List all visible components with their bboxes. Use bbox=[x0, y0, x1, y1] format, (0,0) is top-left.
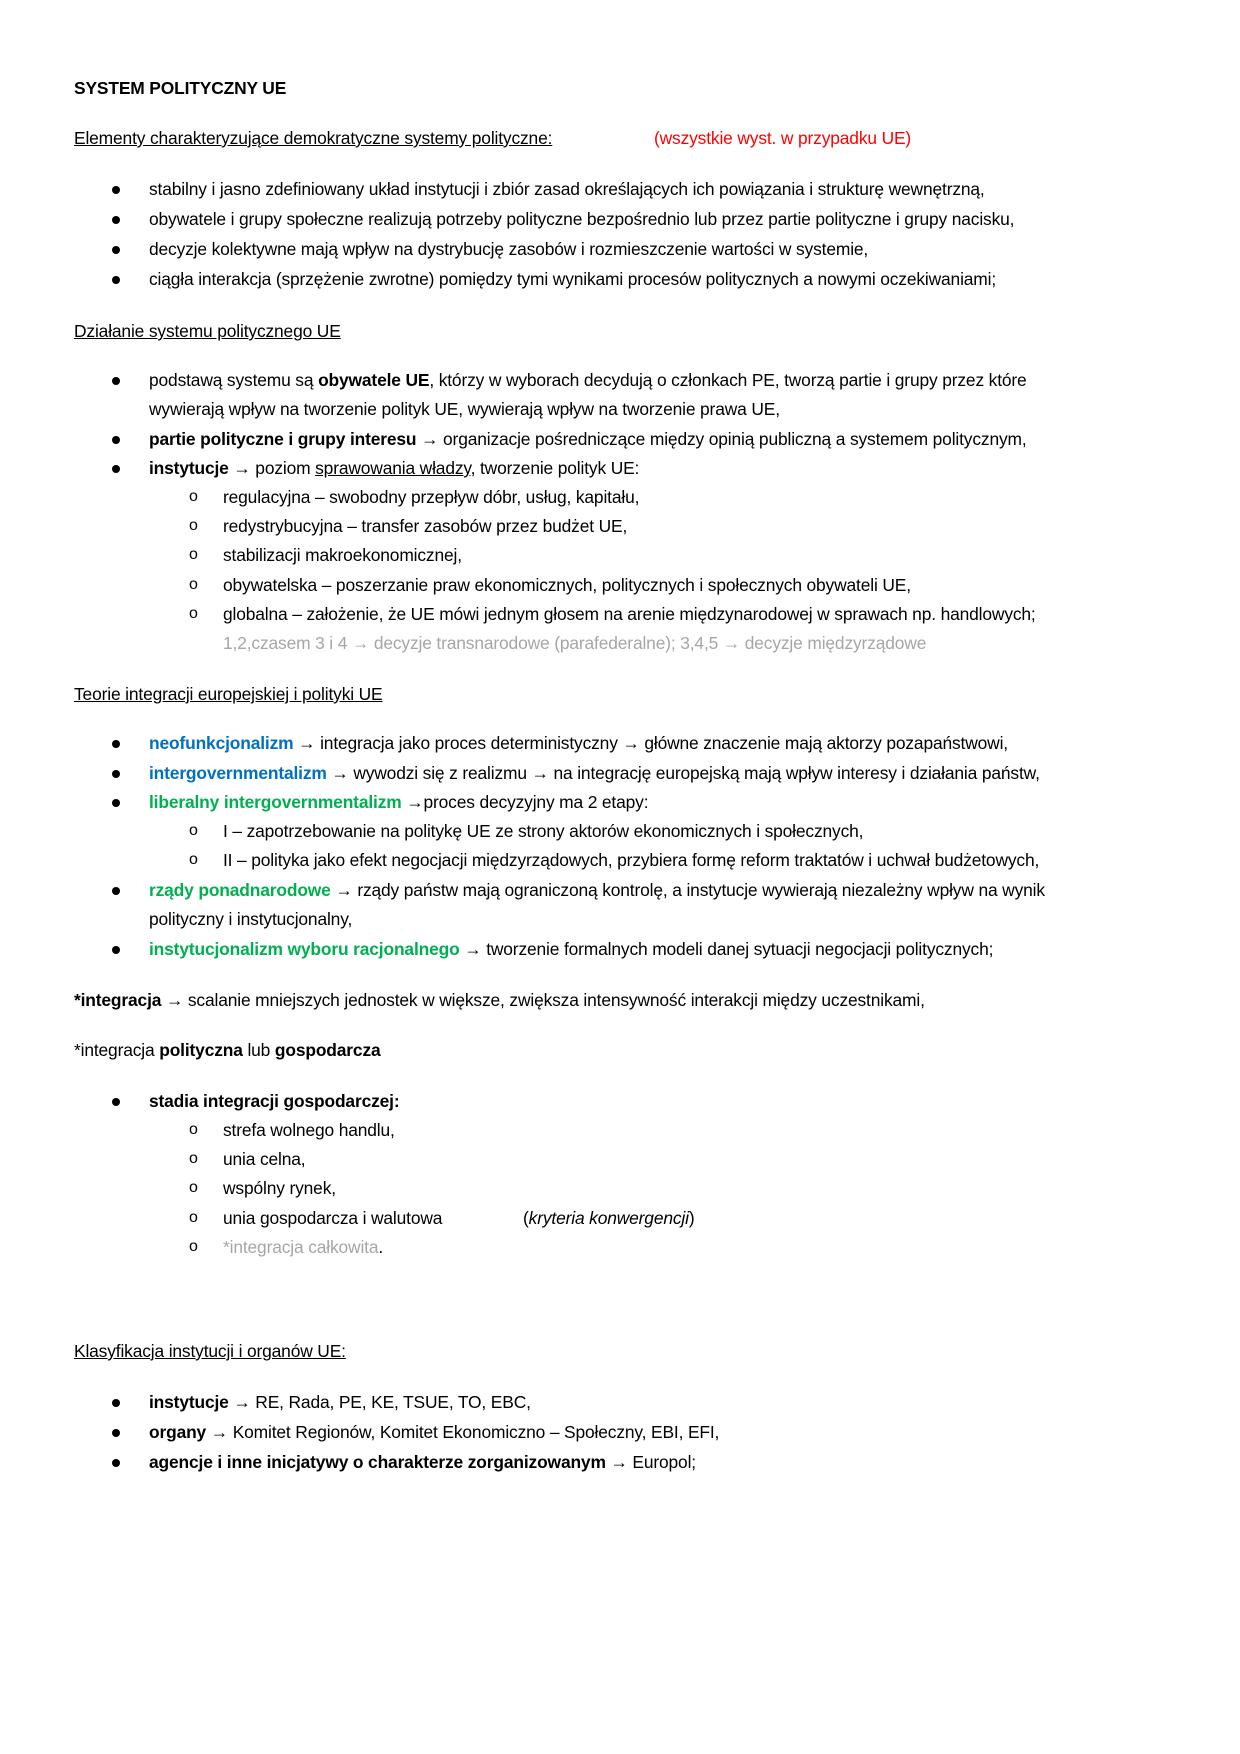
section-heading-system: Działanie systemu politycznego UE bbox=[74, 321, 341, 341]
page-title: SYSTEM POLITYCZNY UE bbox=[74, 78, 287, 98]
list-item: instytucje → poziom sprawowania władzy, tworzenie polityk UE: bbox=[149, 458, 640, 478]
list-item: neofunkcjonalizm → integracja jako proces deterministyczny → główne znaczenie mają aktorzy pozapaństwowi, bbox=[149, 733, 1008, 753]
list-item-continuation: wywierają wpływ na tworzenie polityk UE, wywierają wpływ na tworzenie prawa UE, bbox=[149, 399, 780, 419]
circle-bullet-icon: o bbox=[189, 488, 198, 505]
bullet-icon bbox=[112, 1098, 120, 1106]
bullet-icon bbox=[112, 740, 120, 748]
bullet-icon bbox=[112, 246, 120, 254]
list-item: partie polityczne i grupy interesu → organizacje pośredniczące między opinią publiczną a systemem politycznym, bbox=[149, 429, 1027, 449]
list-item: stadia integracji gospodarczej: bbox=[149, 1091, 400, 1111]
section-heading-elements: Elementy charakteryzujące demokratyczne systemy polityczne: bbox=[74, 128, 553, 148]
bullet-icon bbox=[112, 377, 120, 385]
bullet-icon bbox=[112, 887, 120, 895]
list-item: agencje i inne inicjatywy o charakterze zorganizowanym → Europol; bbox=[149, 1452, 696, 1472]
list-item: organy → Komitet Regionów, Komitet Ekonomiczno – Społeczny, EBI, EFI, bbox=[149, 1422, 720, 1442]
sub-list-item: wspólny rynek, bbox=[223, 1178, 336, 1198]
circle-bullet-icon: o bbox=[189, 851, 198, 868]
sub-list-item: unia gospodarcza i walutowa bbox=[223, 1208, 443, 1228]
bullet-icon bbox=[112, 186, 120, 194]
circle-bullet-icon: o bbox=[189, 1121, 198, 1138]
bullet-icon bbox=[112, 1429, 120, 1437]
list-item: decyzje kolektywne mają wpływ na dystrybucję zasobów i rozmieszczenie wartości w systemie, bbox=[149, 239, 869, 259]
circle-bullet-icon: o bbox=[189, 1179, 198, 1196]
sub-list-item: globalna – założenie, że UE mówi jednym głosem na arenie międzynarodowej w sprawach np. handlowych; bbox=[223, 604, 1036, 624]
list-item: liberalny intergovernmentalizm →proces decyzyjny ma 2 etapy: bbox=[149, 792, 649, 812]
sub-list-item: redystrybucyjna – transfer zasobów przez budżet UE, bbox=[223, 516, 628, 536]
list-item: instytucjonalizm wyboru racjonalnego → tworzenie formalnych modeli danej sytuacji negocjacji politycznych; bbox=[149, 939, 994, 959]
bullet-icon bbox=[112, 770, 120, 778]
list-item: rządy ponadnarodowe → rządy państw mają ograniczoną kontrolę, a instytucje wywierają niezależny wpływ na wynik bbox=[149, 880, 1045, 900]
section-heading-classification: Klasyfikacja instytucji i organów UE: bbox=[74, 1341, 346, 1361]
gray-note: 1,2,czasem 3 i 4 → decyzje transnarodowe (parafederalne); 3,4,5 → decyzje międzyrządowe bbox=[223, 633, 927, 653]
sub-list-item: *integracja całkowita. bbox=[223, 1237, 384, 1257]
circle-bullet-icon: o bbox=[189, 822, 198, 839]
sub-list-item: unia celna, bbox=[223, 1149, 306, 1169]
list-item: instytucje → RE, Rada, PE, KE, TSUE, TO, EBC, bbox=[149, 1392, 531, 1412]
circle-bullet-icon: o bbox=[189, 576, 198, 593]
criteria-note: (kryteria konwergencji) bbox=[523, 1208, 695, 1228]
sub-list-item: obywatelska – poszerzanie praw ekonomicznych, politycznych i społecznych obywateli UE, bbox=[223, 575, 911, 595]
bullet-icon bbox=[112, 216, 120, 224]
bullet-icon bbox=[112, 276, 120, 284]
section-note: (wszystkie wyst. w przypadku UE) bbox=[654, 128, 912, 148]
sub-list-item: strefa wolnego handlu, bbox=[223, 1120, 395, 1140]
list-item: intergovernmentalizm → wywodzi się z realizmu → na integrację europejską mają wpływ interesy i działania państw, bbox=[149, 763, 1040, 783]
circle-bullet-icon: o bbox=[189, 1238, 198, 1255]
sub-list-item: stabilizacji makroekonomicznej, bbox=[223, 545, 462, 565]
section-heading-theories: Teorie integracji europejskiej i polityki UE bbox=[74, 684, 383, 704]
bullet-icon bbox=[112, 799, 120, 807]
circle-bullet-icon: o bbox=[189, 546, 198, 563]
sub-list-item: regulacyjna – swobodny przepływ dóbr, usług, kapitału, bbox=[223, 487, 640, 507]
sub-list-item: I – zapotrzebowanie na politykę UE ze strony aktorów ekonomicznych i społecznych, bbox=[223, 821, 864, 841]
circle-bullet-icon: o bbox=[189, 605, 198, 622]
list-item: podstawą systemu są obywatele UE, którzy w wyborach decydują o członkach PE, tworzą partie i grupy przez które bbox=[149, 370, 1027, 390]
circle-bullet-icon: o bbox=[189, 517, 198, 534]
circle-bullet-icon: o bbox=[189, 1209, 198, 1226]
list-item: obywatele i grupy społeczne realizują potrzeby polityczne bezpośrednio lub przez partie polityczne i grupy nacisku, bbox=[149, 209, 1015, 229]
list-item: stabilny i jasno zdefiniowany układ instytucji i zbiór zasad określających ich powiązania i strukturę wewnętrzną, bbox=[149, 179, 985, 199]
sub-list-item: II – polityka jako efekt negocjacji międzyrządowych, przybiera formę reform traktatów i uchwał budżetowych, bbox=[223, 850, 1040, 870]
integration-types: *integracja polityczna lub gospodarcza bbox=[74, 1040, 381, 1060]
bullet-icon bbox=[112, 1459, 120, 1467]
bullet-icon bbox=[112, 436, 120, 444]
circle-bullet-icon: o bbox=[189, 1150, 198, 1167]
bullet-icon bbox=[112, 946, 120, 954]
integration-definition: *integracja → scalanie mniejszych jednostek w większe, zwiększa intensywność interakcji między uczestnikami, bbox=[74, 990, 925, 1010]
bullet-icon bbox=[112, 1399, 120, 1407]
bullet-icon bbox=[112, 465, 120, 473]
list-item: ciągła interakcja (sprzężenie zwrotne) pomiędzy tymi wynikami procesów politycznych a nowymi oczekiwaniami; bbox=[149, 269, 997, 289]
list-item-continuation: polityczny i instytucjonalny, bbox=[149, 909, 353, 929]
